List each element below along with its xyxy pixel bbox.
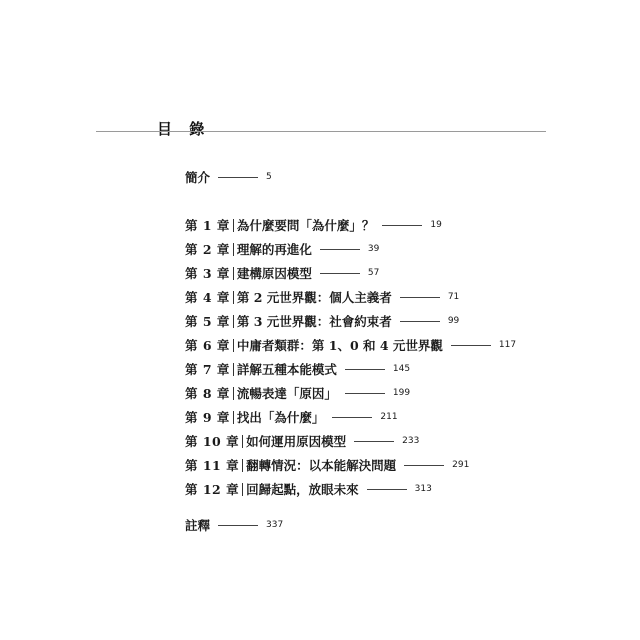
toc-entry-chapter-1[interactable]	[185, 216, 442, 234]
chapter-label: 第 8 章	[185, 386, 230, 401]
toc-entry-chapter-12[interactable]	[185, 480, 432, 498]
separator	[233, 387, 234, 400]
toc-entry-chapter-9[interactable]	[185, 408, 398, 426]
page-number: 5	[266, 172, 272, 182]
separator	[233, 339, 234, 352]
toc-entry-chapter-2[interactable]	[185, 240, 379, 258]
leader-line	[218, 525, 258, 526]
leader-line	[320, 273, 360, 274]
chapter-title: 翻轉情況：以本能解決問題	[246, 458, 397, 473]
leader-line	[367, 489, 407, 490]
toc-entry-notes[interactable]	[185, 516, 283, 534]
intro-title: 簡介	[185, 170, 211, 185]
page-number: 233	[402, 436, 420, 446]
chapter-label: 第 7 章	[185, 362, 230, 377]
leader-line	[400, 321, 440, 322]
chapter-label: 第 2 章	[185, 242, 230, 257]
toc-entry-chapter-11[interactable]	[185, 456, 469, 474]
separator	[242, 459, 243, 472]
toc-entry-chapter-8[interactable]	[185, 384, 410, 402]
toc-entry-chapter-7[interactable]	[185, 360, 410, 378]
chapter-label: 第 6 章	[185, 338, 230, 353]
chapter-label: 第 1 章	[185, 218, 230, 233]
chapter-label: 第 5 章	[185, 314, 230, 329]
leader-line	[345, 369, 385, 370]
chapter-title: 流暢表達「原因」	[236, 386, 337, 401]
chapter-label: 第 11 章	[185, 458, 240, 473]
leader-line	[354, 441, 394, 442]
chapter-title: 中庸者類群：第 1、0 和 4 元世界觀	[236, 338, 443, 353]
separator	[242, 483, 243, 496]
leader-line	[404, 465, 444, 466]
chapter-title: 第 2 元世界觀：個人主義者	[236, 290, 392, 305]
leader-line	[345, 393, 385, 394]
page-number: 211	[380, 412, 398, 422]
page-number: 337	[266, 520, 284, 530]
page-number: 99	[447, 316, 460, 326]
chapter-label: 第 3 章	[185, 266, 230, 281]
chapter-title: 詳解五種本能模式	[236, 362, 337, 377]
separator	[233, 363, 234, 376]
page-number: 39	[367, 244, 380, 254]
chapter-title: 第 3 元世界觀：社會約束者	[236, 314, 392, 329]
separator	[233, 219, 234, 232]
toc-entry-chapter-4[interactable]	[185, 288, 459, 306]
chapter-title: 回歸起點，放眼未來	[246, 482, 359, 497]
page-number: 199	[392, 388, 411, 398]
separator	[233, 315, 234, 328]
page-number: 19	[430, 220, 442, 230]
separator	[233, 411, 234, 424]
heading-rule	[96, 131, 546, 132]
chapter-label: 第 9 章	[185, 410, 230, 425]
separator	[233, 243, 234, 256]
leader-line	[382, 225, 422, 226]
page-number: 145	[392, 364, 411, 374]
toc-entry-intro[interactable]	[185, 168, 272, 186]
toc-entry-chapter-10[interactable]	[185, 432, 419, 450]
leader-line	[400, 297, 440, 298]
page-number: 291	[452, 460, 470, 470]
chapter-title: 如何運用原因模型	[246, 434, 347, 449]
leader-line	[320, 249, 360, 250]
leader-line	[218, 177, 258, 178]
separator	[233, 267, 234, 280]
separator	[242, 435, 243, 448]
page-number: 71	[447, 292, 460, 302]
chapter-label: 第 12 章	[185, 482, 240, 497]
chapter-title: 建構原因模型	[236, 266, 312, 281]
page-number: 117	[498, 340, 517, 350]
toc-entry-chapter-5[interactable]	[185, 312, 459, 330]
toc-entry-chapter-3[interactable]	[185, 264, 379, 282]
chapter-title: 為什麼要問「為什麼」？	[236, 218, 375, 233]
page-number: 57	[367, 268, 380, 278]
leader-line	[332, 417, 372, 418]
chapter-title: 理解的再進化	[236, 242, 312, 257]
notes-title: 註釋	[185, 518, 211, 533]
leader-line	[451, 345, 491, 346]
toc-heading: 目 錄	[157, 120, 211, 138]
separator	[233, 291, 234, 304]
toc-entry-chapter-6[interactable]	[185, 336, 516, 354]
chapter-title: 找出「為什麼」	[236, 410, 325, 425]
chapter-label: 第 10 章	[185, 434, 240, 449]
page-number: 313	[414, 484, 432, 494]
chapter-label: 第 4 章	[185, 290, 230, 305]
